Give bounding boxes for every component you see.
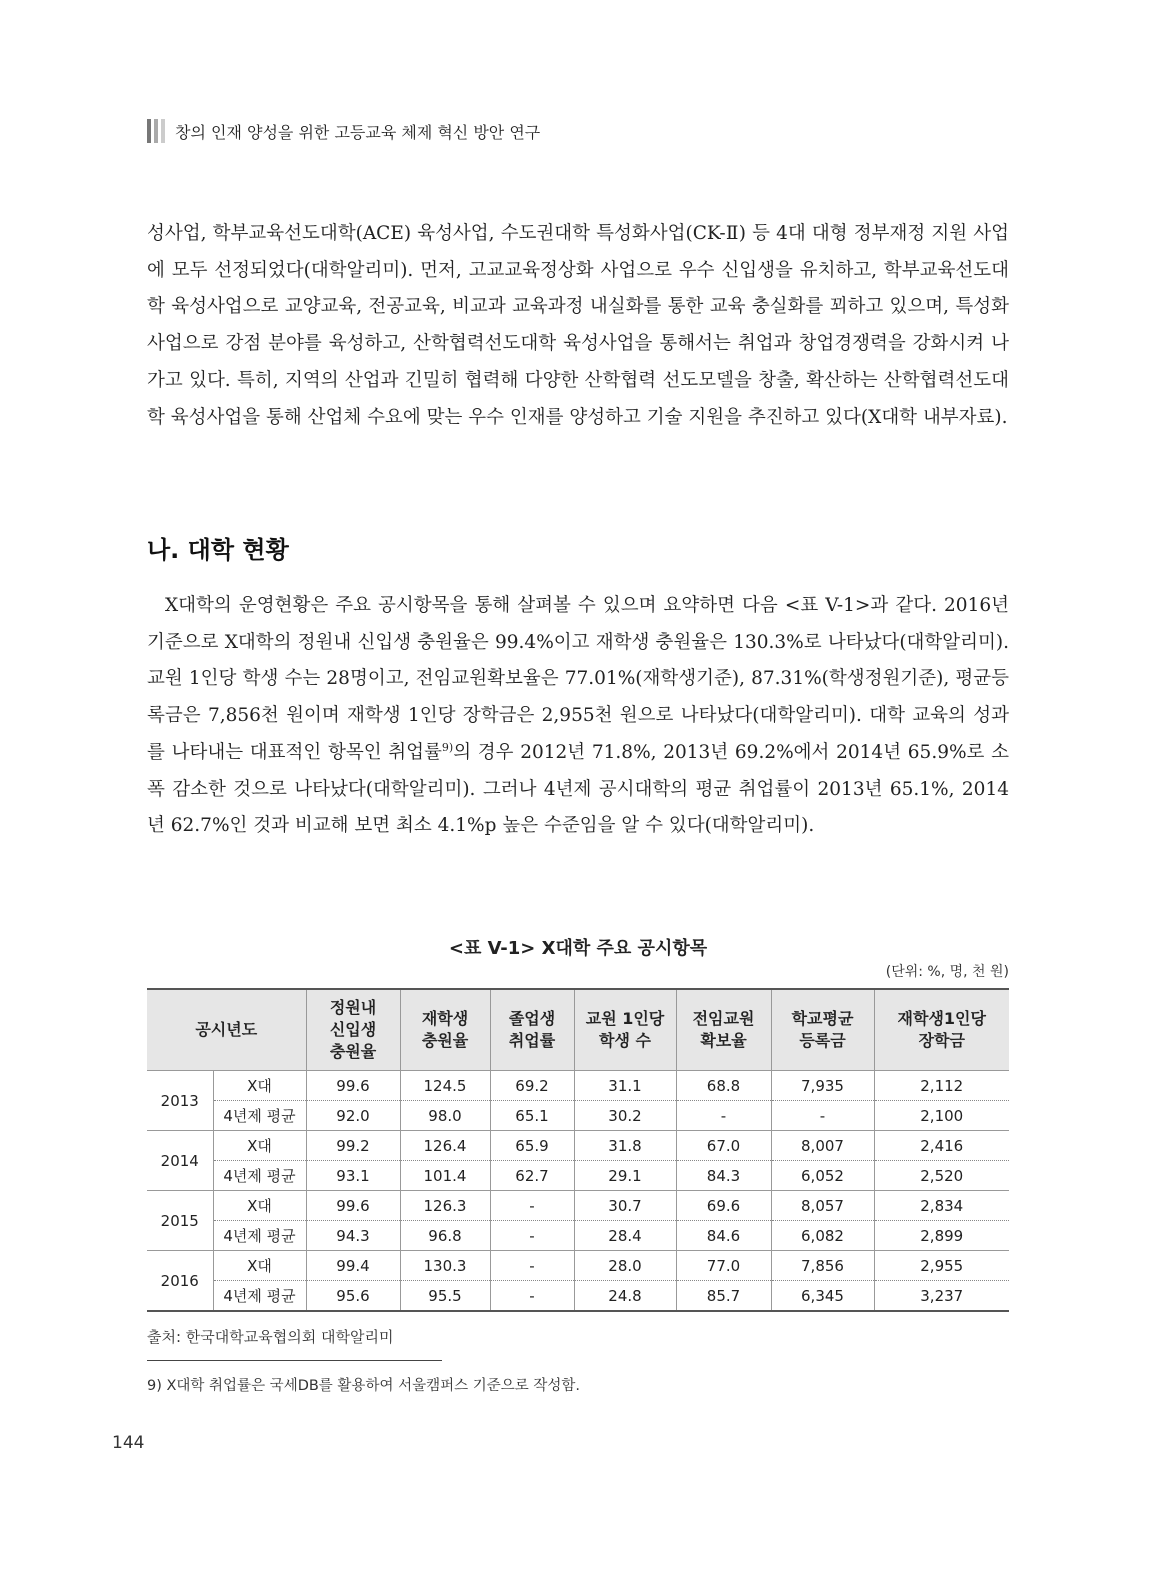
table-header-cell: 재학생1인당 장학금 — [874, 989, 1009, 1071]
value-cell: 99.4 — [306, 1251, 400, 1281]
value-cell: 2,899 — [874, 1221, 1009, 1251]
value-cell: 2,112 — [874, 1071, 1009, 1101]
value-cell: 6,345 — [771, 1281, 874, 1312]
value-cell: 77.0 — [676, 1251, 771, 1281]
table-title: <표 V-1> X대학 주요 공시항목 — [448, 938, 708, 959]
value-cell: 30.2 — [574, 1101, 676, 1131]
table-body — [147, 1071, 1009, 1312]
row-label-cell: X대 — [213, 1071, 306, 1101]
paragraph-2-part-1: X대학의 운영현황은 주요 공시항목을 통해 살펴볼 수 있으며 요약하면 다음 <표 V-1>과 같다. 2016년 기준으로 X대학의 정원내 신입생 충원율은 99.4%이고 재학생 충원율은 130.3%로 나타났다(대학알리미). 교원 1인당 학생 수는 28명이고, 전임교원확보율은 77.01%(재학생기준), 87.31%(학생정원기준), 평균등록금은 7,856천 원이며 재학생 1인당 장학금은 2,955천 원으로 나타났다(대학알리미). 대학 교육의 성과를 나타내는 대표적인 항목인 취업률 — [147, 595, 1009, 763]
row-label-cell: 4년제 평균 — [213, 1101, 306, 1131]
value-cell: 84.6 — [676, 1221, 771, 1251]
value-cell: 7,935 — [771, 1071, 874, 1101]
table-header-cell: 학교평균 등록금 — [771, 989, 874, 1071]
value-cell: 130.3 — [400, 1251, 490, 1281]
year-cell: 2013 — [147, 1071, 213, 1131]
table-header-cell: 재학생 충원율 — [400, 989, 490, 1071]
running-header — [147, 118, 540, 144]
footnote-reference[interactable]: 9) — [441, 740, 454, 754]
year-cell: 2015 — [147, 1191, 213, 1251]
value-cell: 69.2 — [490, 1071, 574, 1101]
value-cell: 98.0 — [400, 1101, 490, 1131]
value-cell: - — [676, 1101, 771, 1131]
table-header-cell: 정원내 신입생 충원율 — [306, 989, 400, 1071]
value-cell: 28.0 — [574, 1251, 676, 1281]
table-row — [147, 1221, 1009, 1251]
value-cell: 94.3 — [306, 1221, 400, 1251]
paragraph-1: 성사업, 학부교육선도대학(ACE) 육성사업, 수도권대학 특성화사업(CK-Ⅱ) 등 4대 대형 정부재정 지원 사업에 모두 선정되었다(대학알리미). 먼저, 고교교육정상화 사업으로 우수 신입생을 유치하고, 학부교육선도대학 육성사업으로 교양교육, 전공교육, 비교과 교육과정 내실화를 통한 교육 충실화를 꾀하고 있으며, 특성화사업으로 강점 분야를 육성하고, 산학협력선도대학 육성사업을 통해서는 취업과 창업경쟁력을 강화시켜 나가고 있다. 특히, 지역의 산업과 긴밀히 협력해 다양한 산학협력 선도모델을 창출, 확산하는 산학협력선도대학 육성사업을 통해 산업체 수요에 맞는 우수 인재를 양성하고 기술 지원을 추진하고 있다(X대학 내부자료). — [147, 223, 1009, 428]
value-cell: 69.6 — [676, 1191, 771, 1221]
value-cell: 3,237 — [874, 1281, 1009, 1312]
table-unit: (단위: %, 명, 천 원) — [885, 964, 1009, 980]
year-cell: 2014 — [147, 1131, 213, 1191]
value-cell: 28.4 — [574, 1221, 676, 1251]
footnote: 9) X대학 취업률은 국세DB를 활용하여 서울캠퍼스 기준으로 작성함. — [147, 1378, 580, 1394]
value-cell: 68.8 — [676, 1071, 771, 1101]
value-cell: 96.8 — [400, 1221, 490, 1251]
value-cell: 95.5 — [400, 1281, 490, 1312]
value-cell: 95.6 — [306, 1281, 400, 1312]
value-cell: 8,057 — [771, 1191, 874, 1221]
value-cell: 99.6 — [306, 1191, 400, 1221]
value-cell: 31.1 — [574, 1071, 676, 1101]
value-cell: - — [771, 1101, 874, 1131]
value-cell: 93.1 — [306, 1161, 400, 1191]
value-cell: 2,955 — [874, 1251, 1009, 1281]
value-cell: 85.7 — [676, 1281, 771, 1312]
row-label-cell: X대 — [213, 1191, 306, 1221]
value-cell: 101.4 — [400, 1161, 490, 1191]
value-cell: 65.1 — [490, 1101, 574, 1131]
table-row — [147, 1071, 1009, 1101]
value-cell: 99.6 — [306, 1071, 400, 1101]
row-label-cell: 4년제 평균 — [213, 1221, 306, 1251]
value-cell: - — [490, 1191, 574, 1221]
paragraph-2-part-2: 의 경우 2012년 71.8%, 2013년 69.2%에서 2014년 65.9%로 소폭 감소한 것으로 나타났다(대학알리미). 그러나 4년제 공시대학의 평균 취업률이 2013년 65.1%, 2014년 62.7%인 것과 비교해 보면 최소 4.1%p 높은 수준임을 알 수 있다(대학알리미). — [147, 741, 1009, 837]
footnote-divider — [147, 1360, 442, 1361]
value-cell: 62.7 — [490, 1161, 574, 1191]
table-header-cell: 전임교원 확보율 — [676, 989, 771, 1071]
value-cell: 99.2 — [306, 1131, 400, 1161]
table-row — [147, 1161, 1009, 1191]
value-cell: 6,052 — [771, 1161, 874, 1191]
value-cell: 126.4 — [400, 1131, 490, 1161]
value-cell: 126.3 — [400, 1191, 490, 1221]
value-cell: - — [490, 1221, 574, 1251]
value-cell: 2,100 — [874, 1101, 1009, 1131]
value-cell: 7,856 — [771, 1251, 874, 1281]
table-row — [147, 1131, 1009, 1161]
table-source: 출처: 한국대학교육협의회 대학알리미 — [147, 1328, 394, 1346]
running-header-title: 창의 인재 양성을 위한 고등교육 체제 혁신 방안 연구 — [175, 122, 541, 142]
value-cell: 124.5 — [400, 1071, 490, 1101]
row-label-cell: 4년제 평균 — [213, 1161, 306, 1191]
value-cell: 84.3 — [676, 1161, 771, 1191]
value-cell: - — [490, 1281, 574, 1312]
value-cell: - — [490, 1251, 574, 1281]
row-label-cell: X대 — [213, 1131, 306, 1161]
value-cell: 8,007 — [771, 1131, 874, 1161]
value-cell: 30.7 — [574, 1191, 676, 1221]
table-row — [147, 1281, 1009, 1312]
table-header-row — [147, 989, 1009, 1071]
value-cell: 24.8 — [574, 1281, 676, 1312]
value-cell: 2,520 — [874, 1161, 1009, 1191]
value-cell: 6,082 — [771, 1221, 874, 1251]
table-header — [147, 989, 1009, 1071]
row-label-cell: 4년제 평균 — [213, 1281, 306, 1312]
table-header-cell: 공시년도 — [147, 989, 306, 1071]
value-cell: 29.1 — [574, 1161, 676, 1191]
value-cell: 2,834 — [874, 1191, 1009, 1221]
table-header-cell: 졸업생 취업률 — [490, 989, 574, 1071]
data-table — [147, 988, 1009, 1312]
value-cell: 67.0 — [676, 1131, 771, 1161]
table-row — [147, 1101, 1009, 1131]
table-row — [147, 1251, 1009, 1281]
paragraph-2 — [147, 588, 1009, 845]
page-number: 144 — [112, 1433, 145, 1453]
year-cell: 2016 — [147, 1251, 213, 1312]
value-cell: 65.9 — [490, 1131, 574, 1161]
row-label-cell: X대 — [213, 1251, 306, 1281]
value-cell: 31.8 — [574, 1131, 676, 1161]
table-header-cell: 교원 1인당 학생 수 — [574, 989, 676, 1071]
section-heading: 나. 대학 현황 — [147, 536, 289, 564]
header-bars-decoration — [147, 119, 165, 143]
value-cell: 92.0 — [306, 1101, 400, 1131]
table-row — [147, 1191, 1009, 1221]
value-cell: 2,416 — [874, 1131, 1009, 1161]
